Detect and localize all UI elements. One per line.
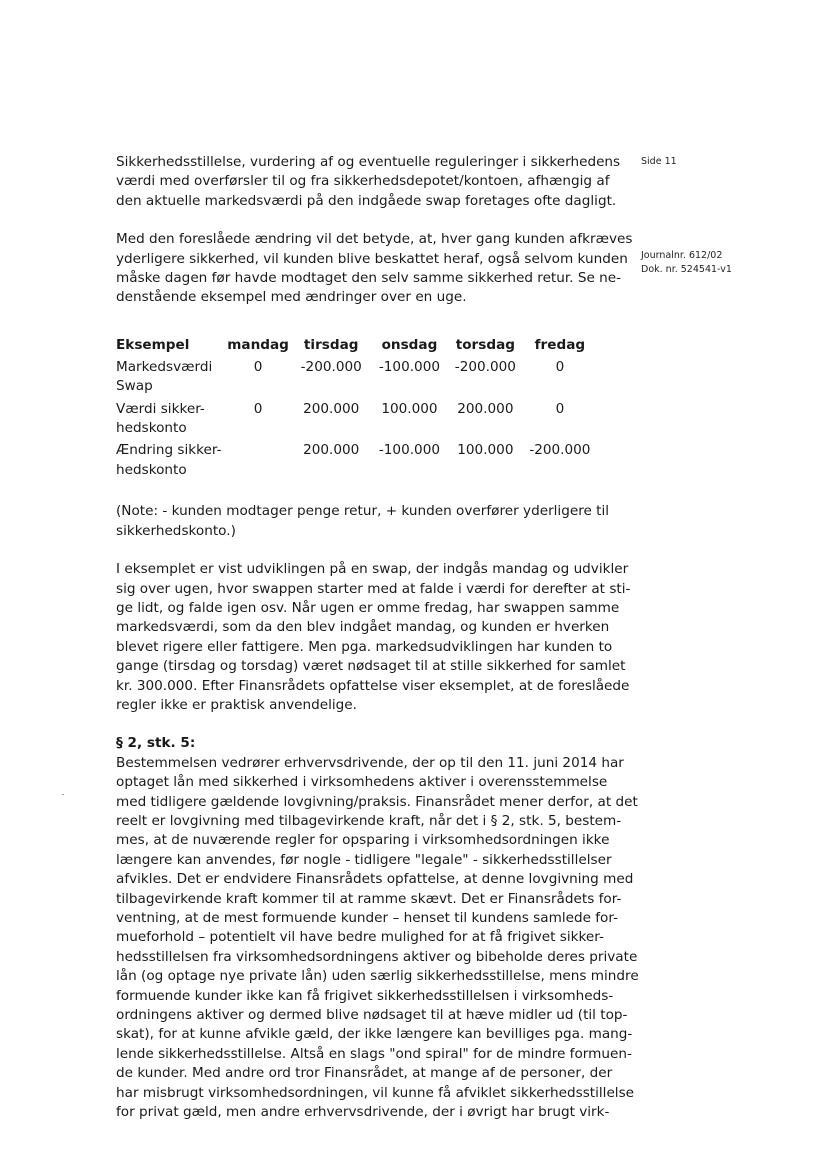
row-label: Markedsværdi Swap: [116, 358, 213, 395]
table-cell: -100.000: [378, 358, 440, 375]
table-cell: 100.000: [381, 400, 438, 417]
table-header: tirsdag: [303, 336, 359, 353]
journal-number: Journalnr. 612/02: [641, 250, 723, 261]
text-line: ge lidt, og falde igen osv. Når ugen er omme fredag, har swappen samme: [116, 599, 620, 616]
text-line: ventning, at de mest formuende kunder – henset til kundens samlede for-: [116, 910, 618, 926]
text-line: reelt er lovgivning med tilbagevirkende kraft, når det i § 2, stk. 5, bestem-: [116, 812, 622, 829]
table-row: [116, 358, 596, 400]
paragraph-1: [116, 153, 621, 211]
table-header: fredag: [534, 336, 586, 353]
table-cell: 200.000: [303, 400, 360, 417]
text-line: afvikles. Det er endvidere Finansrådets opfattelse, at denne lovgivning med: [116, 871, 634, 888]
table-cell: 0: [253, 358, 263, 375]
text-line: de kunder. Med andre ord tror Finansrådet, at mange af de personer, der: [116, 1065, 613, 1082]
table-header: onsdag: [381, 336, 438, 353]
text-line: denstående eksempel med ændringer over en uge.: [116, 289, 467, 306]
note-paragraph: [116, 502, 610, 541]
text-line: regler ikke er praktisk anvendelige.: [116, 696, 357, 713]
text-line: yderligere sikkerhed, vil kunden blive beskattet heraf, også selvom kunden: [116, 250, 628, 267]
table-cell: 200.000: [457, 400, 514, 417]
text-line: mes, at de nuværende regler for opsparing i virksomhedsordningen ikke: [116, 832, 610, 849]
table-header-row: [116, 336, 596, 358]
text-line: for privat gæld, men andre erhvervsdrivende, der i øvrigt har brugt virk-: [116, 1104, 610, 1121]
table-header: torsdag: [455, 336, 515, 353]
table-cell: 0: [555, 400, 565, 417]
row-label: Værdi sikker- hedskonto: [116, 400, 205, 437]
text-line: sikkerhedskonto.): [116, 522, 236, 539]
text-line: Sikkerhedsstillelse, vurdering af og eventuelle reguleringer i sikkerhedens: [116, 154, 621, 170]
scan-speck: [62, 794, 64, 795]
text-line: længere kan anvendes, før nogle - tidligere "legale" - sikkerhedsstillelser: [116, 851, 612, 868]
text-line: den aktuelle markedsværdi på den indgåede swap foretages ofte dagligt.: [116, 192, 617, 209]
table-cell: [226, 441, 291, 483]
text-line: optaget lån med sikkerhed i virksomhedens aktiver i overensstemmelse: [116, 774, 608, 791]
text-line: skat), for at kunne afvikle gæld, der ikke længere kan bevilliges pga. mang-: [116, 1026, 633, 1043]
paragraph-4: [116, 754, 639, 1123]
document-number: Dok. nr. 524541-v1: [641, 264, 732, 275]
table-row: [116, 441, 596, 483]
text-line: Bestemmelsen vedrører erhvervsdrivende, der op til den 11. juni 2014 har: [116, 754, 624, 771]
text-line: kr. 300.000. Efter Finansrådets opfattelse viser eksemplet, at de foreslåede: [116, 677, 630, 694]
table-cell: -200.000: [300, 358, 362, 375]
text-line: blevet rigere eller fattigere. Men pga. markedsudviklingen har kunden to: [116, 638, 613, 655]
table-cell: -200.000: [454, 358, 516, 375]
text-line: lende sikkerhedsstillelse. Altså en slags "ond spiral" for de mindre formuen-: [116, 1045, 632, 1062]
text-line: har misbrugt virksomhedsordningen, vil kunne få afviklet sikkerhedsstillelse: [116, 1084, 635, 1101]
example-table: [116, 336, 596, 483]
section-heading: § 2, stk. 5:: [116, 735, 196, 752]
text-line: hedsstillelsen fra virksomhedsordningens aktiver og bibeholde deres private: [116, 948, 638, 965]
text-line: ordningens aktiver og dermed blive nødsaget til at hæve midler ud (til top-: [116, 1007, 628, 1024]
table-cell: 0: [253, 400, 263, 417]
sidebar-page-number: [641, 155, 677, 169]
text-line: gange (tirsdag og torsdag) været nødsaget til at stille sikkerhed for samlet: [116, 658, 626, 675]
document-body: [116, 153, 639, 1122]
table-cell: 0: [555, 358, 565, 375]
text-line: med tidligere gældende lovgivning/praksis. Finansrådet mener derfor, at det: [116, 793, 638, 810]
text-line: mueforhold – potentielt vil have bedre mulighed for at få frigivet sikker-: [116, 929, 604, 946]
text-line: værdi med overførsler til og fra sikkerhedsdepotet/kontoen, afhængig af: [116, 173, 610, 190]
text-line: I eksemplet er vist udviklingen på en swap, der indgås mandag og udvikler: [116, 561, 629, 578]
text-line: formuende kunder ikke kan få frigivet sikkerhedsstillelsen i virksomheds-: [116, 987, 614, 1004]
table-cell: -100.000: [378, 442, 440, 459]
table-cell: 200.000: [303, 442, 360, 459]
text-line: lån (og optage nye private lån) uden særlig sikkerhedsstillelse, mens mindre: [116, 968, 639, 985]
paragraph-2: [116, 230, 633, 308]
table-header: mandag: [227, 336, 289, 353]
text-line: sig over ugen, hvor swappen starter med at falde i værdi for derefter at sti-: [116, 580, 631, 597]
table-cell: 100.000: [457, 442, 514, 459]
table-row: [116, 400, 596, 442]
text-line: markedsværdi, som da den blev indgået mandag, og kunden er hverken: [116, 619, 610, 636]
table-header: Eksempel: [116, 336, 190, 353]
paragraph-3: [116, 560, 631, 715]
text-line: Med den foreslåede ændring vil det betyde, at, hver gang kunden afkræves: [116, 231, 633, 248]
row-label: Ændring sikker- hedskonto: [116, 442, 222, 478]
page-number: Side 11: [641, 156, 677, 167]
table-cell: -200.000: [529, 442, 591, 459]
sidebar-reference: [641, 249, 732, 277]
text-line: (Note: - kunden modtager penge retur, + kunden overfører yderligere til: [116, 503, 610, 520]
text-line: måske dagen før havde modtaget den selv samme sikkerhed retur. Se ne-: [116, 270, 622, 287]
text-line: tilbagevirkende kraft kommer til at ramme skævt. Det er Finansrådets for-: [116, 890, 622, 907]
